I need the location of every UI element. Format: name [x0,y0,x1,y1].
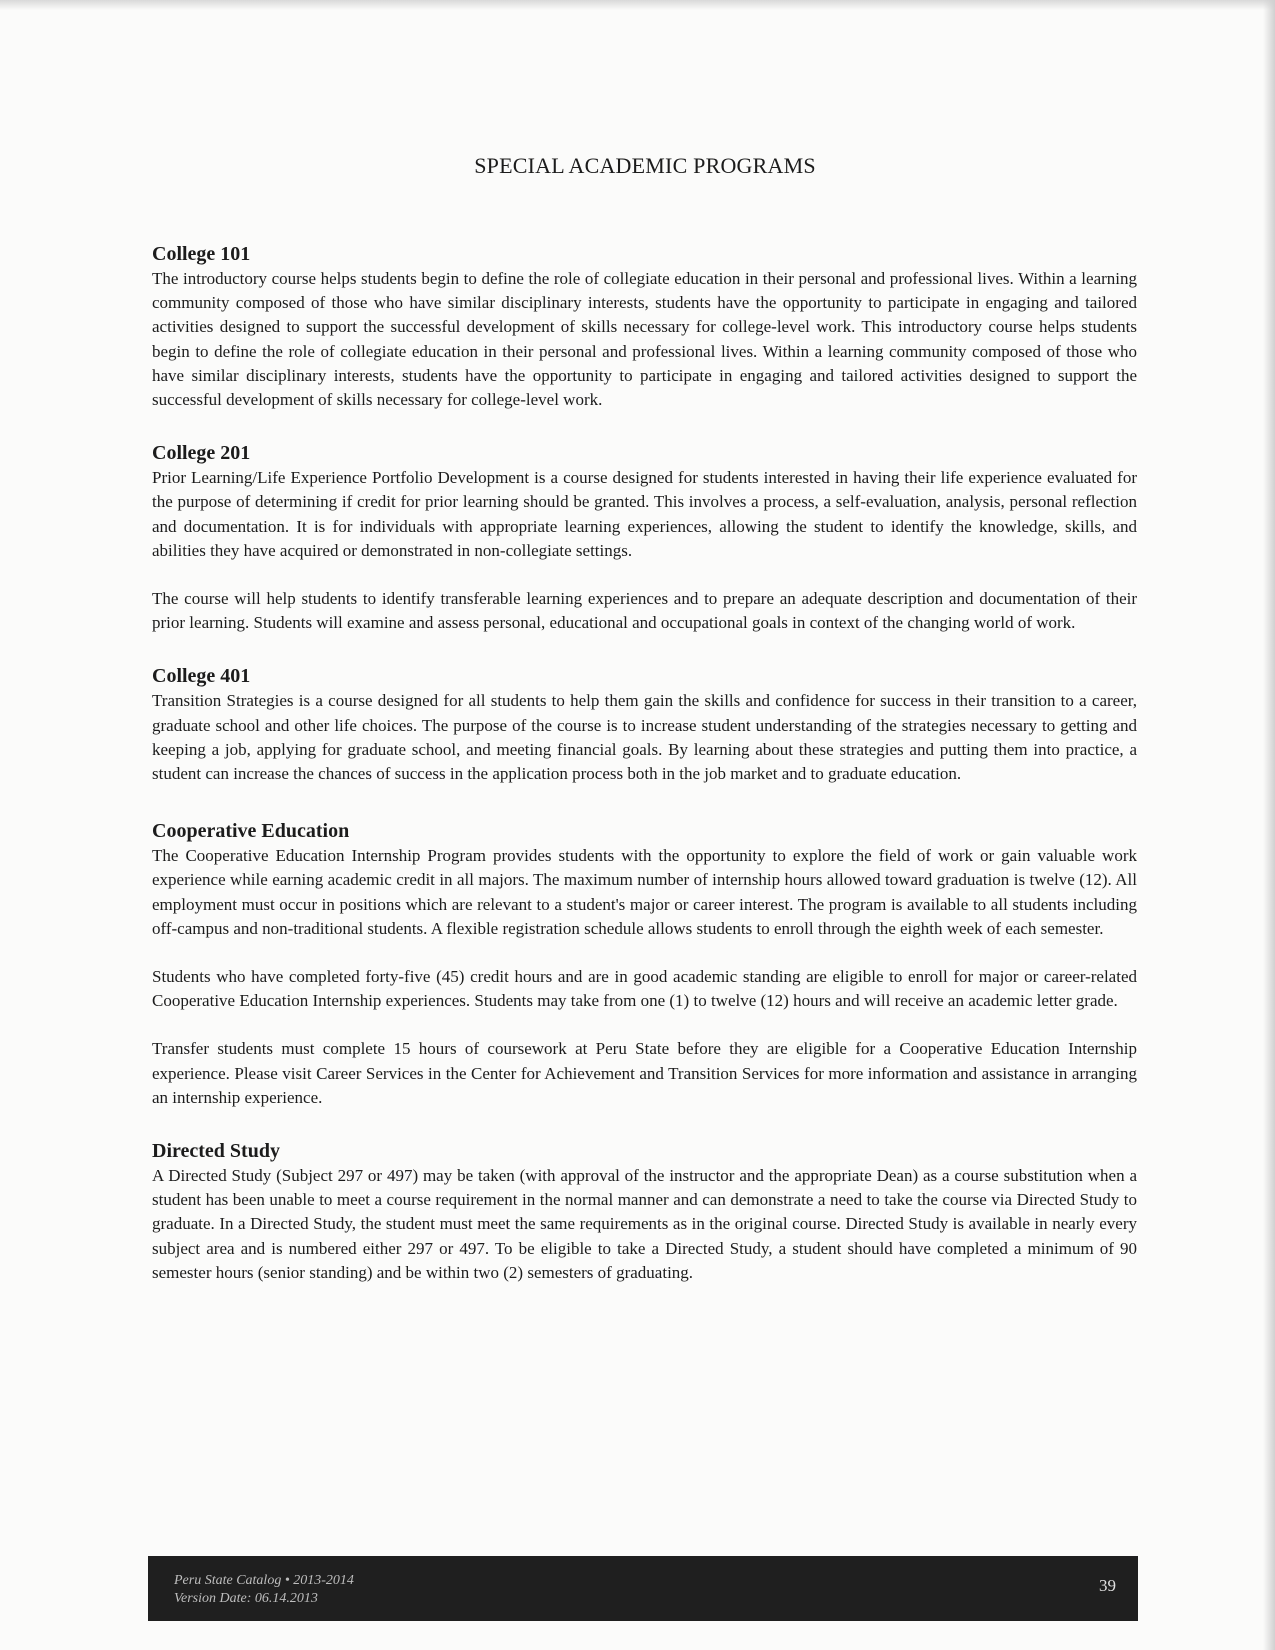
footer-bar [148,1556,1138,1621]
section-college-201 [152,440,1137,635]
section-paragraph: Prior Learning/Life Experience Portfolio Development is a course designed for students interested in having their life experience evaluated for the purpose of determining if credit for prior learning should be granted. This involves a process, a self-evaluation, analysis, personal reflection and documentation. It is for individuals with appropriate learning experiences, allowing the student to identify the knowledge, skills, and abilities they have acquired or demonstrated in non-collegiate settings. [152,468,1137,560]
section-heading: Cooperative Education [152,820,350,843]
section-heading: Directed Study [152,1140,280,1163]
page-title: SPECIAL ACADEMIC PROGRAMS [474,153,816,178]
section-paragraph: Transition Strategies is a course designed for all students to help them gain the skills and confidence for success in their transition to a career, graduate school and other life choices. The purpose of the course is to increase student understanding of the strategies necessary to getting and keeping a job, applying for graduate school, and meeting financial goals. By learning about these strategies and putting them into practice, a student can increase the chances of success in the application process both in the job market and to graduate education. [152,691,1137,784]
section-paragraph: The Cooperative Education Internship Program provides students with the opportunity to explore the field of work or gain valuable work experience while earning academic credit in all majors. The maximum number of internship hours allowed toward graduation is twelve (12). All employment must occur in positions which are relevant to a student's major or career interest. The program is available to all students including off-campus and non-traditional students. A flexible registration schedule allows students to enroll through the eighth week of each semester. [152,846,1137,938]
section-paragraph: The introductory course helps students begin to define the role of collegiate education in their personal and professional lives. Within a learning community composed of those who have similar disciplinary interests, students have the opportunity to participate in engaging and tailored activities designed to support the successful development of skills necessary for college-level work. This introductory course helps students begin to define the role of collegiate education in their personal and professional lives. Within a learning community composed of those who have similar disciplinary interests, students have the opportunity to participate in engaging and tailored activities designed to support the successful development of skills necessary for college-level work. [152,269,1137,410]
section-directed-study [152,1138,1137,1285]
footer-version: Version Date: 06.14.2013 [174,1591,318,1606]
section-heading: College 201 [152,442,251,465]
page-content [152,241,1137,1285]
section-college-401 [152,663,1137,786]
section-paragraph: Students who have completed forty-five (45) credit hours and are in good academic standing are eligible to enroll for major or career-related Cooperative Education Internship experiences. Students may take from one (1) to twelve (12) hours and will receive an academic letter grade. [152,967,1137,1011]
footer-catalog: Peru State Catalog • 2013-2014 [174,1573,354,1588]
section-cooperative-education [152,818,1137,1110]
section-heading: College 401 [152,665,251,688]
scan-edge-top [0,0,1275,10]
page-number: 39 [1099,1576,1116,1595]
section-paragraph: The course will help students to identify transferable learning experiences and to prepare an adequate description and documentation of their prior learning. Students will examine and assess personal, educational and occupational goals in context of the changing world of work. [152,589,1137,633]
footer-info [174,1572,354,1608]
section-paragraph: A Directed Study (Subject 297 or 497) may be taken (with approval of the instructor and the appropriate Dean) as a course substitution when a student has been unable to meet a course requirement in the normal manner and can demonstrate a need to take the course via Directed Study to graduate. In a Directed Study, the student must meet the same requirements as in the original course. Directed Study is available in nearly every subject area and is numbered either 297 or 497. To be eligible to take a Directed Study, a student should have completed a minimum of 90 semester hours (senior standing) and be within two (2) semesters of graduating. [152,1166,1137,1282]
scan-edge-right [1263,0,1275,1650]
section-paragraph: Transfer students must complete 15 hours of coursework at Peru State before they are eligible for a Cooperative Education Internship experience. Please visit Career Services in the Center for Achievement and Transition Services for more information and assistance in arranging an internship experience. [152,1039,1137,1107]
section-college-101 [152,241,1137,412]
section-heading: College 101 [152,243,251,265]
